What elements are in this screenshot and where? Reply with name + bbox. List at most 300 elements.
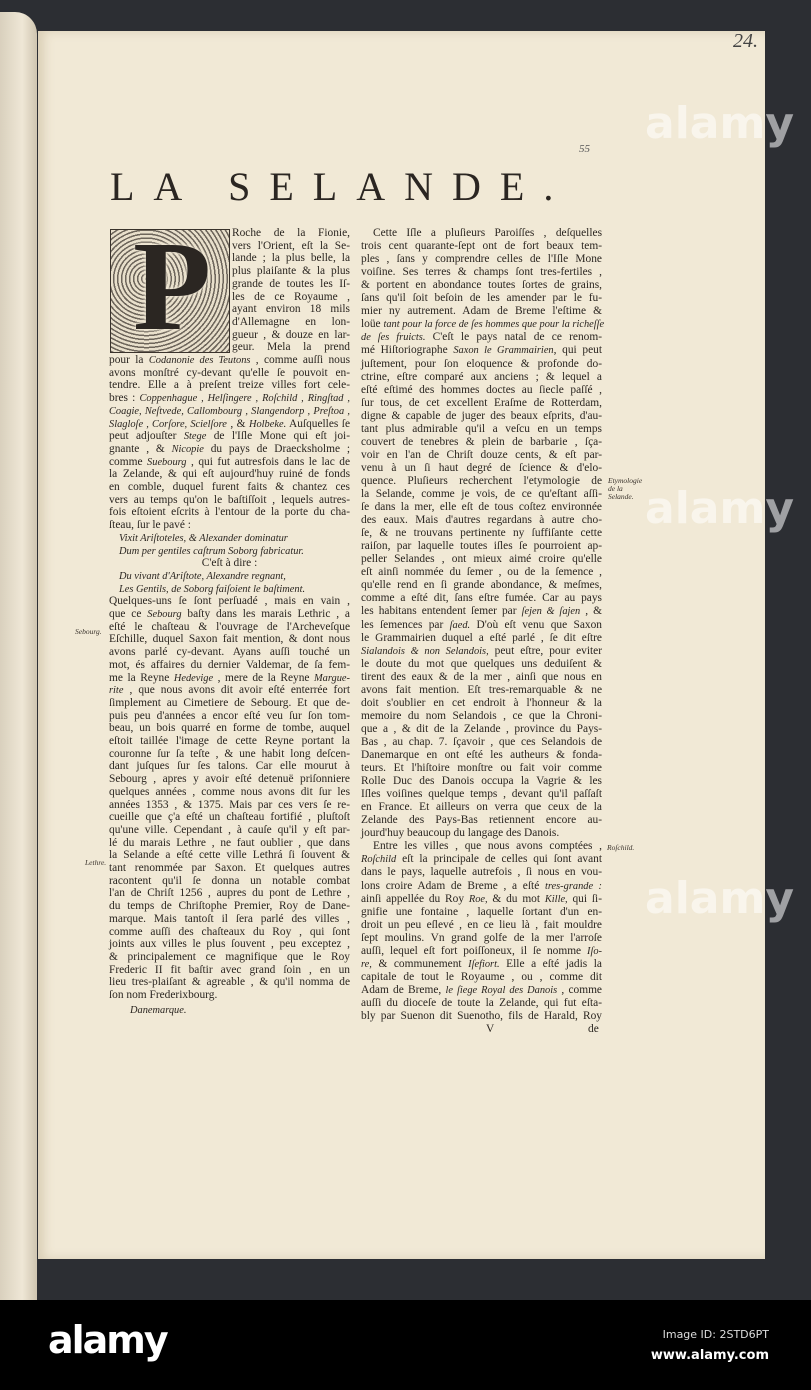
text-line (119, 570, 350, 583)
text-line (361, 736, 602, 749)
text-line (109, 595, 350, 608)
text-line (361, 371, 602, 384)
watermark: alamy (645, 98, 794, 149)
roman-text: Bas , au chap. 7. ſçavoir , que ces Selandois de (361, 735, 602, 748)
text-line (109, 824, 350, 837)
roman-text: ſans qu'il ſoit beſoin de les amender par le fu- (361, 292, 602, 305)
roman-text: Danemarque en ont eſté les autheurs & fonda- (361, 749, 602, 761)
roman-text: beau, un bois quarré en forme de tombe, auquel (109, 722, 350, 735)
text-line (109, 735, 350, 748)
text-line (109, 786, 350, 799)
roman-text: tendre. Elle a à preſent treize villes fort cele- (109, 379, 350, 392)
roman-text: mé Hiſtoriographe (361, 344, 454, 357)
italic-text: Vixit Ariſtoteles, & Alexander dominatur (119, 532, 288, 544)
roman-text: comme (109, 455, 148, 468)
text-line (109, 722, 350, 735)
roman-text: du temps de Chriſtophe Premier, Roy de Dane- (109, 900, 350, 913)
roman-text: puis peu d'années a encor eſté veu ſur ſon tom- (109, 709, 350, 722)
italic-text: Dum per gentiles caſtrum Soborg fabricatur. (119, 545, 304, 557)
text-line (109, 773, 350, 786)
italic-text: Slagloſe , Corſore, Scielſore (109, 418, 227, 430)
text-line (361, 997, 602, 1010)
italic-text: Kille, (544, 893, 568, 905)
text-line (232, 265, 350, 278)
margin-note-etymologie: Etymologie de la Selande. (608, 476, 643, 501)
roman-text: , comme auſſi nous (250, 354, 350, 366)
text-line (361, 566, 602, 579)
image-id: Image ID: 2STD6PT (662, 1328, 769, 1341)
text-line (361, 279, 602, 292)
roman-text: les de ce Royaume , (232, 290, 350, 303)
roman-text: ſur tous, de cet excellent Eraſme de Rotterdam, (361, 396, 602, 409)
text-line (109, 468, 350, 481)
text-line (361, 423, 602, 436)
text-line (109, 646, 350, 659)
text-line (361, 305, 602, 318)
roman-text: tant plus admirable qu'il a veſcu en un temps (361, 422, 602, 435)
roman-text: & du mot (487, 892, 545, 905)
text-line (109, 418, 350, 431)
roman-text: C'eſt à dire : (201, 557, 258, 570)
text-line (361, 853, 602, 866)
text-line (109, 405, 350, 418)
roman-text: , & (580, 605, 603, 618)
margin-note-sebourg: Sebourg. (75, 627, 102, 636)
text-line (361, 658, 602, 671)
roman-text: eſt la principale de celles qui ſont avant (396, 853, 602, 866)
text-line (109, 659, 350, 672)
text-line (109, 443, 350, 456)
roman-text: baſty dans les marais Lethric , a (181, 608, 350, 620)
roman-text: du pays de Draecksholme ; (203, 442, 350, 455)
roman-text: avons parlé cy-devant. Ayans auſſi touché un (109, 646, 350, 659)
italic-text: Suebourg (147, 456, 187, 468)
text-line (361, 906, 602, 919)
text-line (361, 710, 602, 723)
text-line (109, 887, 350, 900)
italic-text: Nicopie (171, 443, 204, 455)
roman-text: Auſquelles ſe (286, 417, 351, 430)
roman-text: dant juſques ſur ſes talons. Car elle mourut à (109, 760, 350, 773)
text-line (361, 462, 602, 475)
text-line (109, 697, 350, 710)
italic-text: Roſchild (361, 854, 397, 866)
text-line (361, 958, 602, 971)
italic-text: Coagie, Neſtvede, Callombourg , Slangendorp , Preſtoa , (109, 405, 350, 417)
text-line (109, 913, 350, 926)
text-line (232, 303, 350, 316)
roman-text: comme a eſté dit, ſans eſtre fumée. Car au pays (361, 592, 602, 605)
text-line (361, 919, 602, 932)
text-line (109, 926, 350, 939)
text-line (361, 723, 602, 736)
text-line (361, 749, 602, 762)
roman-text: Rolle Duc des Danois occupa la Vagrie & les (361, 775, 602, 788)
text-line (361, 801, 602, 814)
roman-text: cueille que ç'a eſté un chaſteau fortifié , pluſtoſt (109, 811, 350, 824)
italic-text: tant pour la force de ſes hommes que pour la richeſſe (383, 319, 605, 331)
roman-text: voir en l'an de Chriſt douze cents, & eſt par- (361, 448, 602, 461)
roman-text: ples , ſans y comprendre celles de l'Iſle Mone (361, 253, 602, 266)
text-line (361, 788, 602, 801)
signature-mark: V (486, 1023, 495, 1036)
text-line (361, 501, 602, 514)
italic-text: rite (109, 685, 124, 697)
text-line (361, 945, 602, 958)
roman-text: couronne ſur ſa teſte , & une habit long deſcen- (109, 747, 350, 760)
text-line (361, 410, 602, 423)
roman-text: Zelande des Pays-Bas retiennent encore au- (361, 814, 602, 827)
text-line (130, 1004, 250, 1017)
roman-text: dans le pays, laquelle autrefois , ſi nous en vou- (361, 866, 602, 879)
roman-text: le Grammairien duquel a eſté parlé , ſe dit eſtre (361, 631, 602, 644)
margin-note-lethre: Lethre. (85, 858, 107, 867)
page-title: LA SELANDE. (110, 164, 573, 209)
roman-text: années 1353 , & 1375. Mais par ces vers ſe re- (109, 798, 350, 811)
text-line (109, 964, 350, 977)
text-line (361, 384, 602, 397)
text-line (361, 514, 602, 527)
watermark: alamy (645, 483, 794, 534)
roman-text: C'eſt le pays natal de ce renom- (425, 331, 602, 344)
facing-page-edge (0, 12, 37, 1302)
roman-text: mier ny autrement. Adam de Breme l'eſtime & (361, 305, 602, 318)
roman-text: , que nous avons dit avoir eſté enterrée fort (123, 684, 350, 697)
text-line (361, 762, 602, 775)
roman-text: des eaux. Mais d'autres regardans à autre cho- (361, 514, 602, 527)
text-line (361, 619, 602, 632)
roman-text: pour la (109, 354, 149, 366)
text-line (361, 527, 602, 540)
page-number: 55 (579, 143, 590, 155)
text-line (109, 633, 350, 646)
text-line (361, 240, 602, 253)
roman-text: voiſine. Ses terres & champs ſont tres-fertiles , (361, 266, 602, 279)
text-line (119, 532, 350, 545)
watermark: alamy (645, 873, 794, 924)
text-line (119, 545, 350, 558)
roman-text: venu à un ſi haut degré de ſcience & d'elo- (361, 461, 602, 474)
italic-text: Holbeke. (248, 418, 287, 430)
roman-text: avons monſtré cy-devant qu'elle ſe pouvoit en- (109, 366, 350, 379)
roman-text: droit un peu eſlevé , en ce lieu là , fait mouldre (361, 918, 602, 931)
text-line (109, 481, 350, 494)
roman-text: Cette Iſle a pluſieurs Paroiſſes , deſquelles (373, 227, 602, 239)
roman-text: geur. Mela la prend (232, 341, 350, 354)
roman-text: Quelques-uns ſe ſont perſuadé , mais en vain , (109, 595, 350, 608)
text-line (361, 880, 602, 893)
italic-text: Danemarque. (130, 1004, 187, 1016)
roman-text: eſtoit taillée l'image de cette Reyne portant la (109, 735, 350, 747)
text-line (232, 278, 350, 291)
roman-text: qu'elle rend en ſi grande abondance, & meſmes, (361, 579, 602, 592)
italic-text: Roe, (468, 893, 488, 905)
roman-text: lons croire Adam de Breme , a eſté (361, 879, 545, 892)
roman-text: Sebourg , apres y avoir eſté detenuë priſonniere (109, 773, 350, 786)
roman-text: Eſchille, duquel Saxon fait mention, & dont nous (109, 633, 350, 646)
text-line (109, 456, 350, 469)
roman-text: eſté le chaſteau & l'ouvrage de l'Archeveſque (109, 620, 350, 633)
roman-text: en comble, duquel furent faits & chantez ces (109, 481, 350, 493)
roman-text: & portent en abondance toutes ſortes de grains, (361, 279, 602, 292)
roman-text: couvert de tenebres & plein de barbarie , ſça- (361, 435, 602, 448)
text-line (232, 341, 350, 354)
italic-text: tres-grande : (544, 880, 602, 892)
italic-text: Hedevige (173, 672, 214, 684)
text-line (361, 866, 602, 879)
roman-text: marque. Mais tantoſt il ſera parlé des villes , (109, 912, 350, 925)
roman-text: lande ; la plus belle, la (232, 252, 350, 265)
roman-text: vers au temps qu'on le baſtiſſoit , lequels autres- (109, 493, 350, 506)
italic-text: ſejen & ſajen (521, 606, 581, 618)
text-line (361, 592, 602, 605)
roman-text: , comme (557, 983, 602, 996)
roman-text: gnante , & (109, 442, 172, 455)
roman-text: jourd'huy beaucoup du langage des Danois. (361, 827, 560, 840)
text-line (361, 397, 602, 410)
roman-text: ſept moulins. Vn grand golfe de la mer l'arroſe (361, 931, 602, 944)
text-line (232, 252, 350, 265)
alamy-logo: alamy (48, 1318, 167, 1362)
roman-text: digne & capable de juger des beaux eſprits, d'au- (361, 409, 602, 422)
roman-text: teurs. Et l'hiſtoire monſtre ou fait voir comme (361, 762, 602, 775)
text-line (361, 253, 602, 266)
text-line (361, 971, 602, 984)
roman-text: bly par Suenon dit Suenotho, fils de Harald, Roy (361, 1010, 602, 1022)
roman-text: quelques années , comme nous avons dit ſur les (109, 785, 350, 798)
roman-text: trois cent quarante-ſept ont de fort beaux tem- (361, 240, 602, 253)
italic-text: Codanonie des Teutons (148, 355, 251, 366)
text-line (109, 799, 350, 812)
text-line (232, 316, 350, 329)
watermark-footer-bar (0, 1300, 811, 1390)
roman-text: les habitans entendent ſemer par (361, 605, 522, 618)
roman-text: ſteau, ſur le pavé : (109, 519, 191, 532)
roman-text: plus plaiſante & la plus (232, 265, 350, 278)
roman-text: peut eſtre, pour eviter (488, 644, 602, 657)
roman-text: ctrine, eſtre comparé aux anciens ; & lequel a (361, 370, 602, 383)
roman-text: , mere de la Reyne (213, 671, 315, 684)
roman-text: racontent qu'il ſe donna un notable combat (109, 874, 350, 887)
italic-text: Du vivant d'Ariſtote, Alexandre regnant, (119, 570, 286, 582)
roman-text: Roche de la Fionie, (232, 227, 350, 239)
text-line (361, 475, 602, 488)
roman-text: ayant environ 18 mils (232, 303, 350, 316)
ornamental-drop-cap (110, 215, 230, 357)
italic-text: Saxon le Grammairien (453, 345, 554, 357)
roman-text: grande de toutes les Iſ- (232, 277, 350, 290)
italic-text: Coppenhague , Helſingere , Roſchild , Ringſtad , (139, 393, 350, 405)
roman-text: en France. Et ailleurs on verra que ceux de la (361, 801, 602, 814)
roman-text: l'an de Chriſt 1256 , aupres du pont de Lethre , (109, 887, 350, 900)
roman-text: , & (226, 417, 249, 430)
text-line (109, 710, 350, 723)
margin-note-roschild: Roſchild. (607, 843, 635, 852)
roman-text: peut adjouſter (109, 430, 184, 443)
text-line (109, 951, 350, 964)
roman-text: gueur , & douze en lar- (232, 328, 350, 341)
text-line (232, 291, 350, 304)
text-line (361, 605, 602, 618)
roman-text: Adam de Breme, (361, 983, 446, 996)
text-line (361, 814, 602, 827)
roman-text: tant renommée par Saxon. Et quelques autres (109, 862, 350, 874)
text-line (361, 932, 602, 945)
text-line (361, 540, 602, 553)
text-line (361, 671, 602, 684)
text-line (109, 506, 350, 519)
roman-text: peller Selandes , ont mieux aimé croire qu'elle (361, 553, 602, 566)
text-line (361, 697, 602, 710)
text-line (361, 893, 602, 906)
text-line (361, 984, 602, 997)
italic-text: re, (361, 958, 372, 970)
text-line (361, 553, 602, 566)
roman-text: d'Allemagne en lon- (232, 315, 350, 328)
italic-text: ſaed. (449, 619, 471, 631)
text-line (361, 827, 602, 840)
handwritten-folio-number: 24. (733, 30, 758, 52)
roman-text: lieu tres-plaiſant & agreable , & qu'il nomma de (109, 976, 350, 989)
roman-text: doit s'oublier en cet endroit à l'honneur & la (361, 696, 602, 709)
roman-text: ſimplement au Cimetiere de Sebourg. Et que de- (109, 696, 350, 709)
roman-text: auſſi, lequel eſt fort poiſſoneux, il ſe nomme (361, 944, 587, 957)
text-line (109, 621, 350, 634)
roman-text: raiſon, par laquelle toutes iſles ſe pourroient ap- (361, 540, 602, 553)
roman-text: , qui peut (553, 344, 602, 357)
roman-text: Entre les villes , que nous avons comptées , (373, 840, 602, 853)
roman-text: capitale de tout le Royaume , ou , comme dit (361, 970, 602, 983)
italic-text: de ſes fruicts. (361, 332, 426, 344)
italic-text: Margue- (314, 672, 350, 684)
text-line (109, 684, 350, 697)
italic-text: Iſo- (586, 945, 602, 957)
roman-text: quence. Pluſieurs recherchent l'etymologie de (361, 474, 602, 487)
text-line (109, 875, 350, 888)
roman-text: ſe, & ne trouvans pertinente ny ſuffiſante cette (361, 527, 602, 540)
roman-text: eſté eſtimé des hommes doctes au ſiecle paſſé , (361, 383, 602, 396)
text-line (109, 379, 350, 392)
text-line (361, 632, 602, 645)
roman-text: , qui fut autresfois dans le lac de (186, 455, 351, 468)
text-line (361, 436, 602, 449)
roman-text: ſe dans la mer, elle eſt de tous coſtez environnée (361, 501, 602, 514)
roman-text: les ſemences par (361, 618, 450, 631)
roman-text: ainſi appellée du Roy (361, 892, 469, 905)
italic-text: Les Gentils, de Soborg faiſoient le baſtiment. (119, 583, 306, 595)
roman-text: vers l'Orient, eſt la Se- (232, 239, 350, 252)
roman-text: le doute du mot que quelques uns deduiſent & (361, 657, 602, 670)
text-line (232, 240, 350, 253)
text-line (361, 266, 602, 279)
text-line (109, 519, 350, 532)
italic-text: Iſefiort. (468, 958, 500, 970)
text-line (361, 331, 602, 344)
text-line (109, 837, 350, 850)
text-line (109, 938, 350, 951)
text-line (109, 760, 350, 773)
text-line (109, 976, 350, 989)
text-line (109, 672, 350, 685)
text-line (361, 579, 602, 592)
roman-text: D'où eſt venu que Saxon (470, 618, 602, 631)
text-line (109, 849, 350, 862)
catchword: de (588, 1023, 599, 1036)
roman-text: gnifie une fontaine , laquelle ſortant d'un en- (361, 905, 602, 918)
roman-text: memoire du nom Selandois , ce que la Chroni- (361, 709, 602, 722)
italic-text: Sebourg (147, 609, 182, 620)
roman-text: qui ſi- (567, 892, 602, 905)
text-line (109, 430, 350, 443)
text-line (109, 811, 350, 824)
roman-text: comme auſſi des chaſteaux du Roy , qui ſont (109, 925, 350, 938)
text-line (361, 645, 602, 658)
roman-text: auſſi du dioceſe de toute la Zelande, qui fut eſta- (361, 996, 602, 1009)
text-line (109, 989, 350, 1002)
roman-text: juſtement, pour ſon eloquence & profonde do- (361, 357, 602, 370)
text-line (361, 292, 602, 305)
alamy-url: www.alamy.com (650, 1348, 769, 1363)
roman-text: que a , & dit de la Zelande , province du Pays- (361, 722, 602, 735)
text-line (109, 862, 350, 875)
roman-text: Frederic II fit baſtir avec grand ſoin , en un (109, 963, 350, 976)
text-line (361, 775, 602, 788)
text-line (109, 557, 350, 570)
italic-text: Stege (183, 431, 207, 443)
italic-text: le ſiege Royal des Danois (445, 984, 558, 996)
roman-text: la Zelande, & qui eſt aujourd'huy ruiné de fonds (109, 468, 350, 481)
text-line (232, 227, 350, 240)
roman-text: & principalement ce magnifique que le Roy (109, 950, 350, 963)
text-line (361, 449, 602, 462)
text-line (109, 354, 350, 367)
drop-cap-letter: P (133, 215, 212, 357)
text-line (232, 329, 350, 342)
roman-text: lé du marais Lethre , ne faut oublier , que dans (109, 836, 350, 849)
text-line (361, 488, 602, 501)
text-line (109, 494, 350, 507)
roman-text: joints aux villes le plus ſouvent , peu exceptez , (109, 938, 350, 951)
text-line (361, 318, 605, 331)
roman-text: eſt ainſi nommée du ſemer , ou de la ſemence , (361, 566, 602, 579)
roman-text: que ce (109, 608, 148, 620)
roman-text: tirent des eaux & de la mer , ainſi que nous en (361, 670, 602, 683)
text-line (109, 367, 350, 380)
roman-text: de l'Iſle Mone qui eſt joi- (206, 430, 350, 443)
text-line (361, 358, 602, 371)
text-line (119, 583, 350, 596)
roman-text: la Selande a eſté cette ville Lethrá ſi ſouvent & (109, 849, 350, 862)
text-line (361, 344, 602, 357)
roman-text: avons fait mention. Eſt tres-remarquable & ne (361, 683, 602, 696)
roman-text: ſon nom Frederixbourg. (109, 989, 218, 1001)
text-line (373, 227, 602, 240)
roman-text: Iſles voiſines quelque temps , devant qu'il paſſaſt (361, 788, 602, 801)
text-line (109, 748, 350, 761)
text-line (109, 392, 350, 405)
text-line (109, 900, 350, 913)
roman-text: bres : (109, 392, 140, 405)
roman-text: mot, és affaires du dernier Valdemar, de ſa fem- (109, 658, 350, 671)
roman-text: fois eſtoient eſcrits à l'entour de la porte du cha- (109, 506, 350, 519)
text-line (361, 684, 602, 697)
roman-text: Elle a eſté jadis la (499, 957, 602, 970)
italic-text: Sialandois & non Selandois, (361, 645, 489, 657)
roman-text: me la Reyne (109, 671, 174, 684)
text-line (373, 840, 602, 853)
roman-text: qu'une ville. Cependant , à cauſe qu'il y eſt par- (109, 823, 350, 836)
text-line (361, 1010, 602, 1023)
